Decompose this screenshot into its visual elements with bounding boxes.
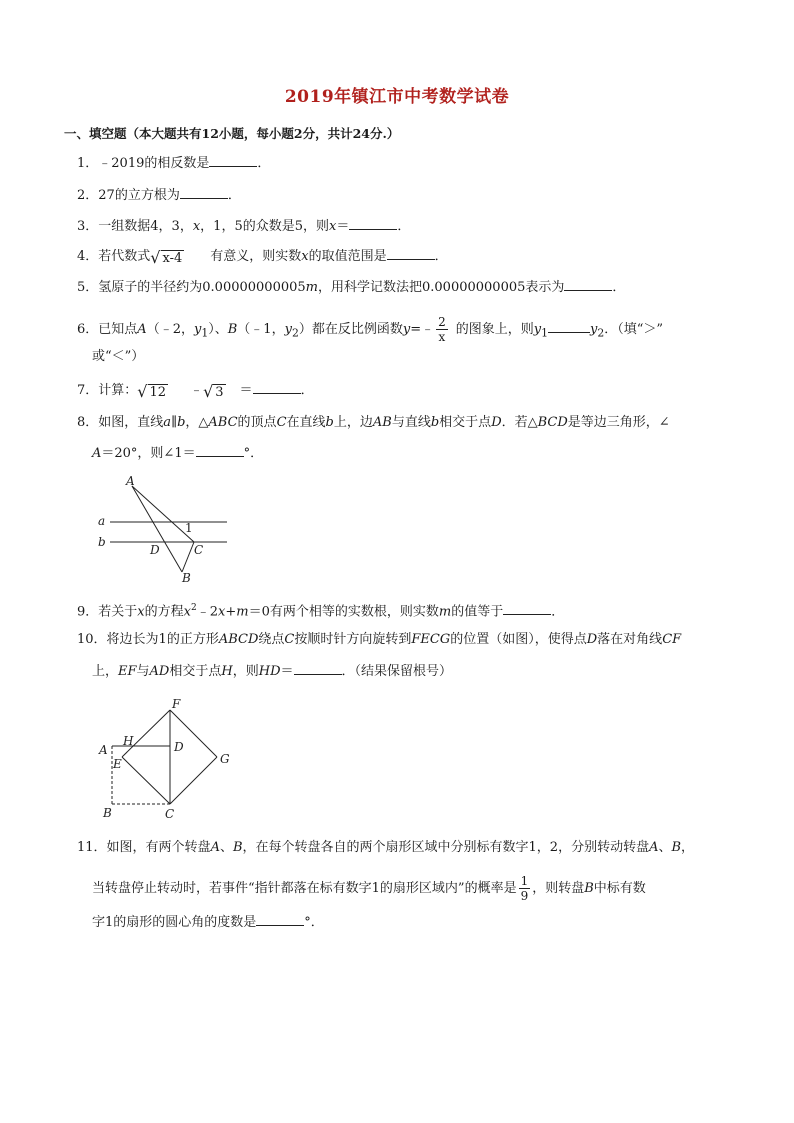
segment-ec xyxy=(122,757,170,804)
question-9: 9．若关于x的方程$x^2﹣2x+m=0$有两个相等的实数根，则实数m的值等于 ． xyxy=(77,603,565,620)
label-E: E xyxy=(113,757,122,771)
segment-gc xyxy=(170,757,217,804)
label-D: D xyxy=(174,740,184,754)
segment-bc xyxy=(182,542,194,572)
section-heading: 一、填空题（本大题共有12小题，每小题2分，共计24分.） xyxy=(64,126,400,141)
label-C: C xyxy=(165,807,175,820)
question-3: 3．一组数据4，3，x，1，5的众数是5，则x＝ ． xyxy=(77,216,410,237)
answer-blank-2[interactable] xyxy=(180,185,228,199)
question-11: 11．如图，有两个转盘A、B，在每个转盘各自的两个扇形区域中分别标有数字1，2，分别转动转盘A、B， xyxy=(77,840,695,855)
label-G: G xyxy=(220,752,230,766)
figure-10-rotated-square xyxy=(92,694,242,820)
label-B: B xyxy=(182,571,191,585)
answer-blank-8[interactable] xyxy=(196,443,244,457)
answer-blank-3[interactable] xyxy=(349,216,397,230)
question-11-line-3: 字1的扇形的圆心角的度数是 °． xyxy=(92,912,324,933)
label-a: a xyxy=(98,514,106,528)
answer-blank-5[interactable] xyxy=(564,277,612,291)
question-8: 8．如图，直线a∥b，△ABC的顶点C在直线b上，边AB与直线b相交于点D．若△BCD是等边三角形，∠ xyxy=(77,415,670,430)
sqrt-3: √ 3 xyxy=(203,382,224,401)
answer-blank-4[interactable] xyxy=(387,246,435,260)
question-10-line-2: 上，EF与AD相交于点H，则HD＝ ．（结果保留根号） xyxy=(92,661,452,682)
fraction-1-over-9: $\frac{1}{9}$ xyxy=(520,874,529,903)
question-8-line-2: A＝20°，则∠1＝ °． xyxy=(92,443,263,464)
question-11-line-2: 当转盘停止转动时，若事件“指针都落在标有数字1的扇形区域内”的概率是 $\frac{1}{9}$ ，则转盘B中标有数 xyxy=(92,874,646,903)
sqrt-expression: √ x-4 xyxy=(150,248,183,267)
answer-blank-11[interactable] xyxy=(256,912,304,926)
question-7: 7．计算： √ 12 ﹣ √ 3 ＝ ． xyxy=(77,382,314,401)
sqrt-12: √ 12 xyxy=(137,382,167,401)
answer-blank-6[interactable] xyxy=(548,319,590,333)
label-A: A xyxy=(126,474,135,488)
question-4: 4．若代数式 √ x-4 有意义，则实数x的取值范围是 ． xyxy=(77,248,448,267)
answer-blank-7[interactable] xyxy=(253,380,301,394)
question-6-line-2: 或“＜”） xyxy=(92,349,145,364)
label-H: H xyxy=(123,734,134,748)
question-1: 1．﹣2019的相反数是 ． xyxy=(77,153,270,174)
question-5: 5．氢原子的半径约为0.00000000005m，用科学记数法把0.00000000005表示为 ． xyxy=(77,277,625,298)
page-title: 2019年镇江市中考数学试卷 xyxy=(284,87,510,107)
question-10: 10．将边长为1的正方形ABCD绕点C按顺时针方向旋转到FECG的位置（如图），使得点D落在对角线CF xyxy=(77,632,682,647)
answer-blank-10[interactable] xyxy=(294,661,342,675)
segment-ab xyxy=(132,486,182,572)
fraction-2-over-x: $\frac{2}{x}$ xyxy=(438,315,446,344)
label-b: b xyxy=(98,535,106,549)
label-C: C xyxy=(194,543,204,557)
question-6: 6．已知点A（﹣2，$y_1$）、B（﹣1，$y_2$）都在反比例函数y=﹣ $\frac{2}{x}$ 的图象上，则$y_1$ $y_2$．（填“＞” xyxy=(77,315,664,344)
label-F: F xyxy=(172,697,181,711)
label-D: D xyxy=(150,543,160,557)
answer-blank-1[interactable] xyxy=(209,153,257,167)
question-2: 2．27的立方根为 ． xyxy=(77,185,241,206)
label-A: A xyxy=(99,743,108,757)
label-B: B xyxy=(103,806,112,820)
figure-8-parallel-lines xyxy=(92,474,232,586)
answer-blank-9[interactable] xyxy=(503,601,551,615)
label-angle-1: 1 xyxy=(185,521,193,535)
